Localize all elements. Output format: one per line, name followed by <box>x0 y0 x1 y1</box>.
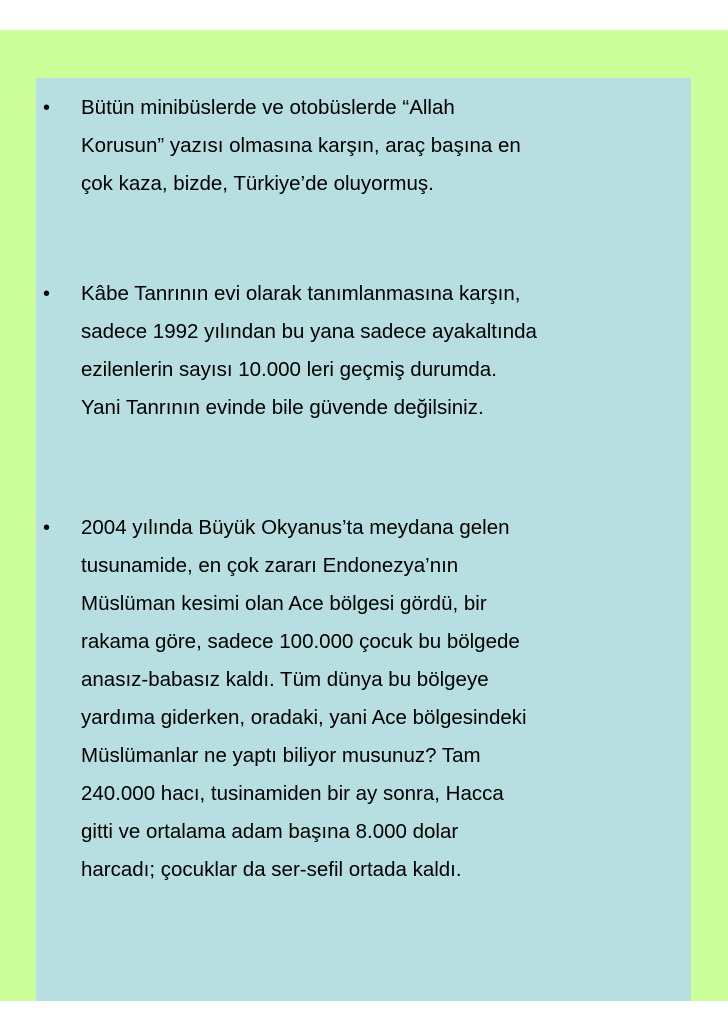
bullet-text: Kâbe Tanrının evi olarak tanımlanmasına karşın, sadece 1992 yılından bu yana sadece ayakaltında ezilenlerin sayısı 10.000 leri geçmiş durumda. Yani Tanrının evinde bile güvende değilsiniz. <box>81 282 537 419</box>
content-box <box>36 78 691 1001</box>
bullet-text: Bütün minibüslerde ve otobüslerde “Allah Korusun” yazısı olmasına karşın, araç başına en çok kaza, bizde, Türkiye’de oluyormuş. <box>81 96 521 195</box>
bullet-icon: • <box>43 517 51 539</box>
page-background-band <box>0 30 728 1001</box>
bullet-icon: • <box>43 283 51 305</box>
bullet-text: 2004 yılında Büyük Okyanus’ta meydana gelen tusunamide, en çok zararı Endonezya’nın Müslüman kesimi olan Ace bölgesi gördü, bir rakama göre, sadece 100.000 çocuk bu bölgede anasız-babasız kaldı. Tüm dünya bu bölgeye yardıma giderken, oradaki, yani Ace bölgesindeki Müslümanlar ne yaptı biliyor musunuz? Tam 240.000 hacı, tusinamiden bir ay sonra, Hacca gitti ve ortalama adam başına 8.000 dolar harcadı; çocuklar da ser-sefil ortada kaldı. <box>81 516 527 881</box>
bullet-icon: • <box>43 97 51 119</box>
